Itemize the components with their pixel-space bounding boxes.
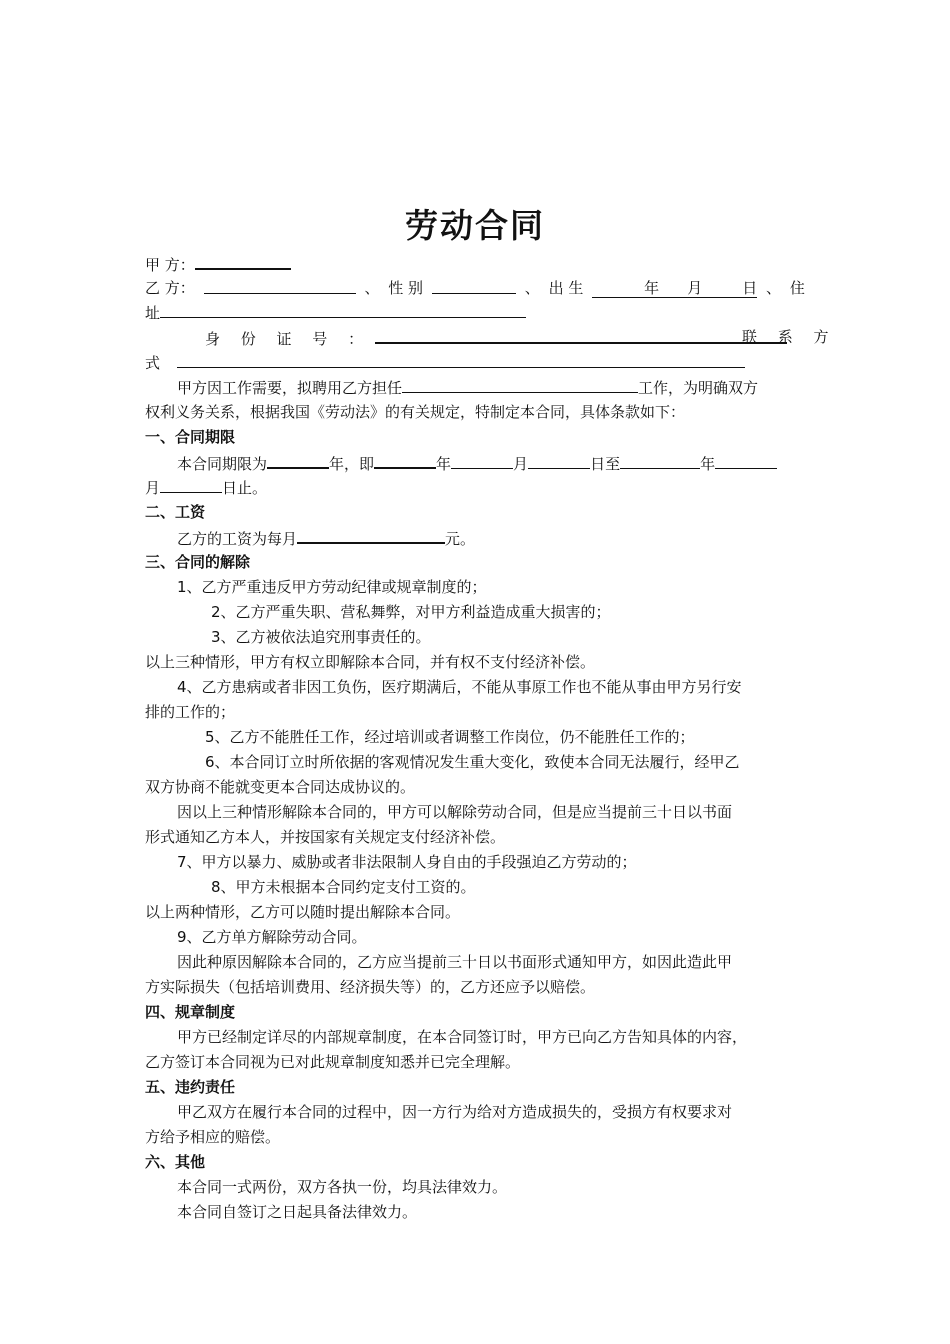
termination-item-2: 2、乙方严重失职、营私舞弊，对甲方利益造成重大损害的； <box>211 603 611 621</box>
section5-heading: 五、违约责任 <box>145 1078 236 1096</box>
termination-item-5: 5、乙方不能胜任工作，经过培训或者调整工作岗位，仍不能胜任工作的； <box>205 728 695 746</box>
term-text-b: 年，即 <box>329 455 375 473</box>
contact-label: 联 系 方 <box>742 328 837 346</box>
end-year-blank <box>620 453 700 469</box>
wage-text-b: 元。 <box>445 530 476 548</box>
termination-note-4-cont: 方实际损失（包括培训费用、经济损失等）的，乙方还应予以赔偿。 <box>145 978 596 996</box>
party-b-sep1: 、 <box>364 279 380 297</box>
party-a-blank <box>195 253 291 270</box>
intro-text-b: 工作，为明确双方 <box>638 379 759 397</box>
liability-line-1: 甲乙双方在履行本合同的过程中，因一方行为给对方造成损失的，受损方有权要求对 <box>177 1103 733 1121</box>
end-day-blank <box>160 477 222 493</box>
section4-heading: 四、规章制度 <box>145 1003 236 1021</box>
termination-item-6-cont: 双方协商不能就变更本合同达成协议的。 <box>145 778 416 796</box>
other-line-1: 本合同一式两份，双方各执一份，均具法律效力。 <box>177 1178 508 1196</box>
address-row <box>145 302 526 322</box>
term-line-1 <box>177 452 777 472</box>
section2-heading: 二、工资 <box>145 503 206 521</box>
term-text-a: 本合同期限为 <box>177 455 268 473</box>
party-a-label: 甲 方： <box>145 256 195 274</box>
termination-item-4: 4、乙方患病或者非因工负伤，医疗期满后，不能从事原工作也不能从事由甲方另行安 <box>177 678 742 696</box>
birth-label: 出 生 <box>548 279 584 297</box>
address-blank <box>160 302 526 318</box>
gender-blank <box>432 278 516 294</box>
party-b-row <box>145 278 805 298</box>
wage-blank <box>297 527 445 544</box>
intro-line-1 <box>177 377 758 397</box>
position-blank <box>402 377 638 393</box>
contact-row <box>145 352 745 372</box>
termination-item-7: 7、甲方以暴力、威胁或者非法限制人身自由的手段强迫乙方劳动的； <box>177 853 637 871</box>
termination-note-3: 以上两种情形，乙方可以随时提出解除本合同。 <box>145 903 461 921</box>
intro-line-2: 权利义务关系，根据我国《劳动法》的有关规定，特制定本合同，具体条款如下： <box>145 403 686 421</box>
party-b-label: 乙 方： <box>145 279 195 297</box>
birth-year: 年 <box>644 279 660 297</box>
term-text-c: 年 <box>436 455 452 473</box>
id-row <box>205 327 787 347</box>
other-line-2: 本合同自签订之日起具备法律效力。 <box>177 1203 418 1221</box>
termination-note-4: 因此种原因解除本合同的，乙方应当提前三十日以书面形式通知甲方，如因此造此甲 <box>177 953 733 971</box>
party-a-row <box>145 253 291 273</box>
birth-day: 日 <box>742 279 758 297</box>
section1-heading: 一、合同期限 <box>145 428 236 446</box>
contact-blank <box>177 352 745 368</box>
id-label: 身 份 证 号 ： <box>205 330 372 348</box>
termination-item-6: 6、本合同订立时所依据的客观情况发生重大变化，致使本合同无法履行，经甲乙 <box>205 753 740 771</box>
party-b-sep3: 、 <box>766 279 782 297</box>
termination-note-2-cont: 形式通知乙方本人，并按国家有关规定支付经济补偿。 <box>145 828 506 846</box>
end-month-blank-a <box>715 453 777 469</box>
term-text-e: 日至 <box>590 455 621 473</box>
section3-heading: 三、合同的解除 <box>145 553 251 571</box>
intro-text-a: 甲方因工作需要，拟聘用乙方担任 <box>177 379 403 397</box>
document-title: 劳动合同 <box>405 206 545 245</box>
birth-date-blank <box>592 278 757 298</box>
termination-item-9: 9、乙方单方解除劳动合同。 <box>177 928 367 946</box>
term-text-h: 日止。 <box>222 479 268 497</box>
termination-item-4-cont: 排的工作的； <box>145 703 236 721</box>
termination-note-1: 以上三种情形，甲方有权立即解除本合同，并有权不支付经济补偿。 <box>145 653 596 671</box>
term-text-f: 年 <box>700 455 716 473</box>
start-day-blank <box>528 453 590 469</box>
start-year-blank <box>374 452 436 469</box>
term-text-g: 月 <box>145 479 161 497</box>
rules-line-1: 甲方已经制定详尽的内部规章制度，在本合同签订时，甲方已向乙方告知具体的内容， <box>177 1028 748 1046</box>
party-b-sep2: 、 <box>524 279 540 297</box>
liability-line-2: 方给予相应的赔偿。 <box>145 1128 281 1146</box>
id-blank <box>375 327 787 344</box>
wage-line <box>177 527 475 547</box>
termination-item-8: 8、甲方未根据本合同约定支付工资的。 <box>211 878 476 896</box>
section6-heading: 六、其他 <box>145 1153 206 1171</box>
birth-month: 月 <box>687 279 703 297</box>
termination-note-2: 因以上三种情形解除本合同的，甲方可以解除劳动合同，但是应当提前三十日以书面 <box>177 803 733 821</box>
contact-label-row <box>742 327 837 347</box>
term-line-2 <box>145 477 267 497</box>
contact-label-cont: 式 <box>145 354 161 372</box>
term-years-blank <box>267 452 329 469</box>
termination-item-3: 3、乙方被依法追究刑事责任的。 <box>211 628 431 646</box>
address-label: 住 <box>789 279 805 297</box>
address-label-cont: 址 <box>145 304 161 322</box>
term-text-d: 月 <box>513 455 529 473</box>
termination-item-1: 1、乙方严重违反甲方劳动纪律或规章制度的； <box>177 578 487 596</box>
party-b-name-blank <box>204 278 356 294</box>
wage-text-a: 乙方的工资为每月 <box>177 530 298 548</box>
start-month-blank <box>451 453 513 469</box>
gender-label: 性 别 <box>388 279 424 297</box>
rules-line-2: 乙方签订本合同视为已对此规章制度知悉并已完全理解。 <box>145 1053 521 1071</box>
